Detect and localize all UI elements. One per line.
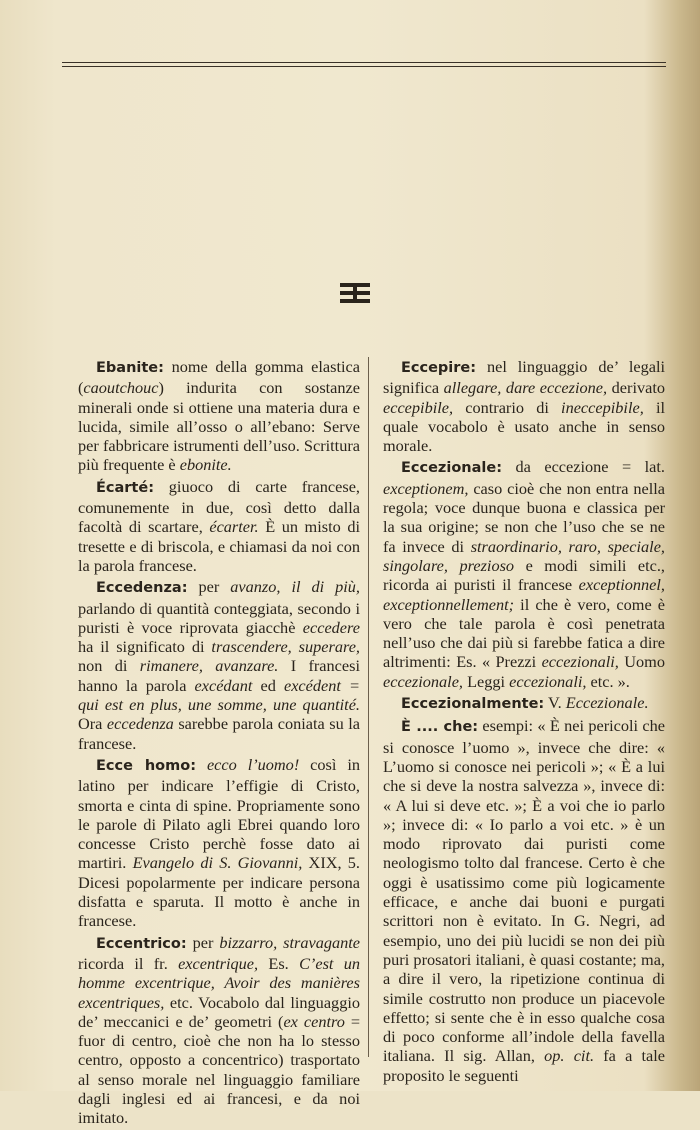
entry-text: fa a tale proposito le seguenti xyxy=(383,1046,666,1085)
entry-italic-text: ex centro xyxy=(283,1011,345,1031)
entry-text: così in latino per indicare l’effigie di Cristo, smorta e cinta di spine. Propriamente sono le parole di Pilato agli Ebrei quando loro concesse Cristo perchè fosse dato ai martiri. xyxy=(78,754,361,873)
entry-text: ed xyxy=(252,675,284,695)
entry-text: ) indurita con sostanze minerali onde si ottiene una materia dura e lucida, simile all’osso o all’ebano: Serve per fabbricare istrumenti dell’uso. Scrittura più frequente è xyxy=(78,378,360,475)
entry-italic-text: eccezionale, xyxy=(383,671,464,691)
entry-text: caso cioè che non entra nella regola; voce dunque buona e classica per la sua origine; se non che l’uso che se ne fa invece di xyxy=(383,478,665,556)
entry-text: parlando di quantità conteggiata, secondo i puristi è voce riprovata giacchè xyxy=(78,598,360,637)
entry-italic-text: straordinario, raro, speciale, singolare, prezioso xyxy=(383,536,665,575)
entry-italic-text: caoutchouc xyxy=(83,378,159,398)
entry-italic-text: ineccepibile, xyxy=(561,397,644,417)
entry-italic-text: Eccezionale. xyxy=(565,693,649,713)
entry-headword: È .... che: xyxy=(401,719,479,736)
entry-italic-text: eccezionali, xyxy=(541,652,619,672)
entry-text xyxy=(196,755,207,774)
entry-text: da eccezione = lat. xyxy=(502,457,665,477)
entry-italic-text: eccepibile, xyxy=(383,397,454,417)
entry-italic-text: avanzo, il di più, xyxy=(230,577,360,597)
entry-text: contrario di xyxy=(453,397,562,417)
entry-text: È un misto di tresette e di briscola, e chiamasi da noi con la parola francese. xyxy=(78,517,360,575)
entry-italic-text: exceptionnel, exceptionnellement; xyxy=(383,575,665,614)
entry-text: etc. Vocabolo dal linguaggio de’ meccanici e de’ geometri ( xyxy=(78,992,360,1031)
entry-text: giuoco di carte francese, comunemente in due, così detto dalla facoltà di scartare, xyxy=(78,476,360,537)
entry-headword: Eccepire: xyxy=(401,360,477,376)
entry-headword: Eccentrico: xyxy=(96,935,187,952)
entry-italic-text: eccedenza xyxy=(106,714,174,734)
entry-text: Ora xyxy=(78,714,107,734)
dictionary-entry xyxy=(383,716,665,1085)
entry-italic-text: rimanere, avanzare. xyxy=(139,656,279,676)
dictionary-entry xyxy=(78,933,360,1128)
entry-text: derivato xyxy=(607,378,666,398)
right-column xyxy=(383,357,665,1087)
entry-text: sarebbe parola coniata su la francese. xyxy=(78,714,360,753)
entry-italic-text: excédant xyxy=(194,675,253,695)
entry-headword: Eccedenza: xyxy=(96,580,188,597)
dictionary-entry xyxy=(383,357,665,455)
entry-italic-text: C’est un homme excentrique, Avoir des manières excentriques, xyxy=(78,953,361,1012)
entry-italic-text: ecco l’uomo! xyxy=(206,754,300,774)
dictionary-entry xyxy=(383,457,665,691)
entry-text: Es. xyxy=(258,953,300,973)
entry-text: e modi simili etc., ricorda ai puristi il francese xyxy=(383,555,665,595)
entry-text: il che è vero, come è vero che tale parola è così penetrata nell’uso che dai più si farebbe fatica a dire altrimenti: Es. « Prezzi xyxy=(383,594,665,672)
entry-italic-text: eccedere xyxy=(302,617,360,637)
top-rule-thin xyxy=(62,66,666,67)
entry-text: nome della gomma elastica ( xyxy=(78,357,360,398)
entry-text: esempi: « È nei pericoli che si conosce l’uomo », invece che dire: « L’uomo si conosce nei pericoli »; « È a lui che si deve la nostra salvezza », invece di: « A lui si deve etc. »; È a voi che io parlo »; invece di: « Io parlo a voi etc. » è un modo riprovato dai puristi come neologismo tolto dal francese. Certo è che oggi è usatissimo come più logicamente efficace, e anche dai buoni e purgati scrittori non è evitato. In G. Negri, ad esempio, uno dei più lucidi se non dei più puri prosatori italiani, è quasi costante; ma, a dire il vero, la ripetizione continua di simile costrutto non produce un piacevole effetto; si sente che è in esso qualche cosa di poco conforme all’indole della favella italiana. Il sig. Allan, xyxy=(383,716,666,1066)
top-rule xyxy=(62,62,666,63)
dictionary-entry xyxy=(78,577,360,753)
section-letter-ornament xyxy=(340,283,370,303)
entry-italic-text: excédent = qui est en plus, une somme, une quantité. xyxy=(78,675,360,715)
entry-text: Uomo xyxy=(618,652,665,672)
entry-text: V. xyxy=(544,693,566,713)
entry-headword: Écarté: xyxy=(96,479,154,496)
entry-italic-text: exceptionem, xyxy=(383,478,469,498)
entry-italic-text: Evangelo di S. Giovanni, xyxy=(132,853,303,873)
dictionary-entry xyxy=(383,693,665,714)
entry-text: non di xyxy=(78,656,140,676)
entry-text: ricorda il fr. xyxy=(78,953,179,973)
entry-text: I francesi hanno la parola xyxy=(78,656,360,695)
entry-text: = fuor di centro, cioè che non ha lo stesso centro, opposto a concentrico) trasportato al senso morale nel linguaggio familiare dagli inglesi ed ai francesi, e da noi imitato. xyxy=(78,1011,360,1128)
entry-text: per xyxy=(187,577,231,597)
entry-italic-text: allegare, dare eccezione, xyxy=(443,378,608,398)
entry-text: il quale vocabolo è usato anche in senso morale. xyxy=(383,397,665,456)
entry-italic-text: eccezionali, xyxy=(509,671,587,691)
entry-italic-text: ebonite. xyxy=(179,455,232,475)
entry-text: Leggi xyxy=(463,671,510,691)
entry-headword: Ecce homo: xyxy=(96,757,196,774)
entry-text: etc. ». xyxy=(586,671,630,691)
entry-headword: Eccezionalmente: xyxy=(401,696,545,713)
dictionary-entry xyxy=(78,477,360,575)
entry-italic-text: excentrique, xyxy=(178,953,259,973)
entry-text: ha il significato di xyxy=(78,637,212,657)
left-column xyxy=(78,357,360,1130)
column-divider xyxy=(368,357,369,1057)
entry-headword: Ebanite: xyxy=(96,360,164,376)
entry-text: per xyxy=(186,932,220,952)
entry-italic-text: écarter. xyxy=(209,517,259,537)
dictionary-entry xyxy=(78,755,360,931)
entry-headword: Eccezionale: xyxy=(401,460,503,477)
entry-text: XIX, 5. Dicesi popolarmente per indicare persona disfatta e sparuta. Il motto è anche in francese. xyxy=(78,853,361,931)
entry-text: nel linguaggio de’ legali significa xyxy=(383,357,665,398)
dictionary-entry xyxy=(78,357,360,475)
entry-italic-text: trascendere, superare, xyxy=(211,637,360,657)
entry-italic-text: op. cit. xyxy=(544,1046,595,1066)
entry-italic-text: bizzarro, stravagante xyxy=(219,932,361,952)
